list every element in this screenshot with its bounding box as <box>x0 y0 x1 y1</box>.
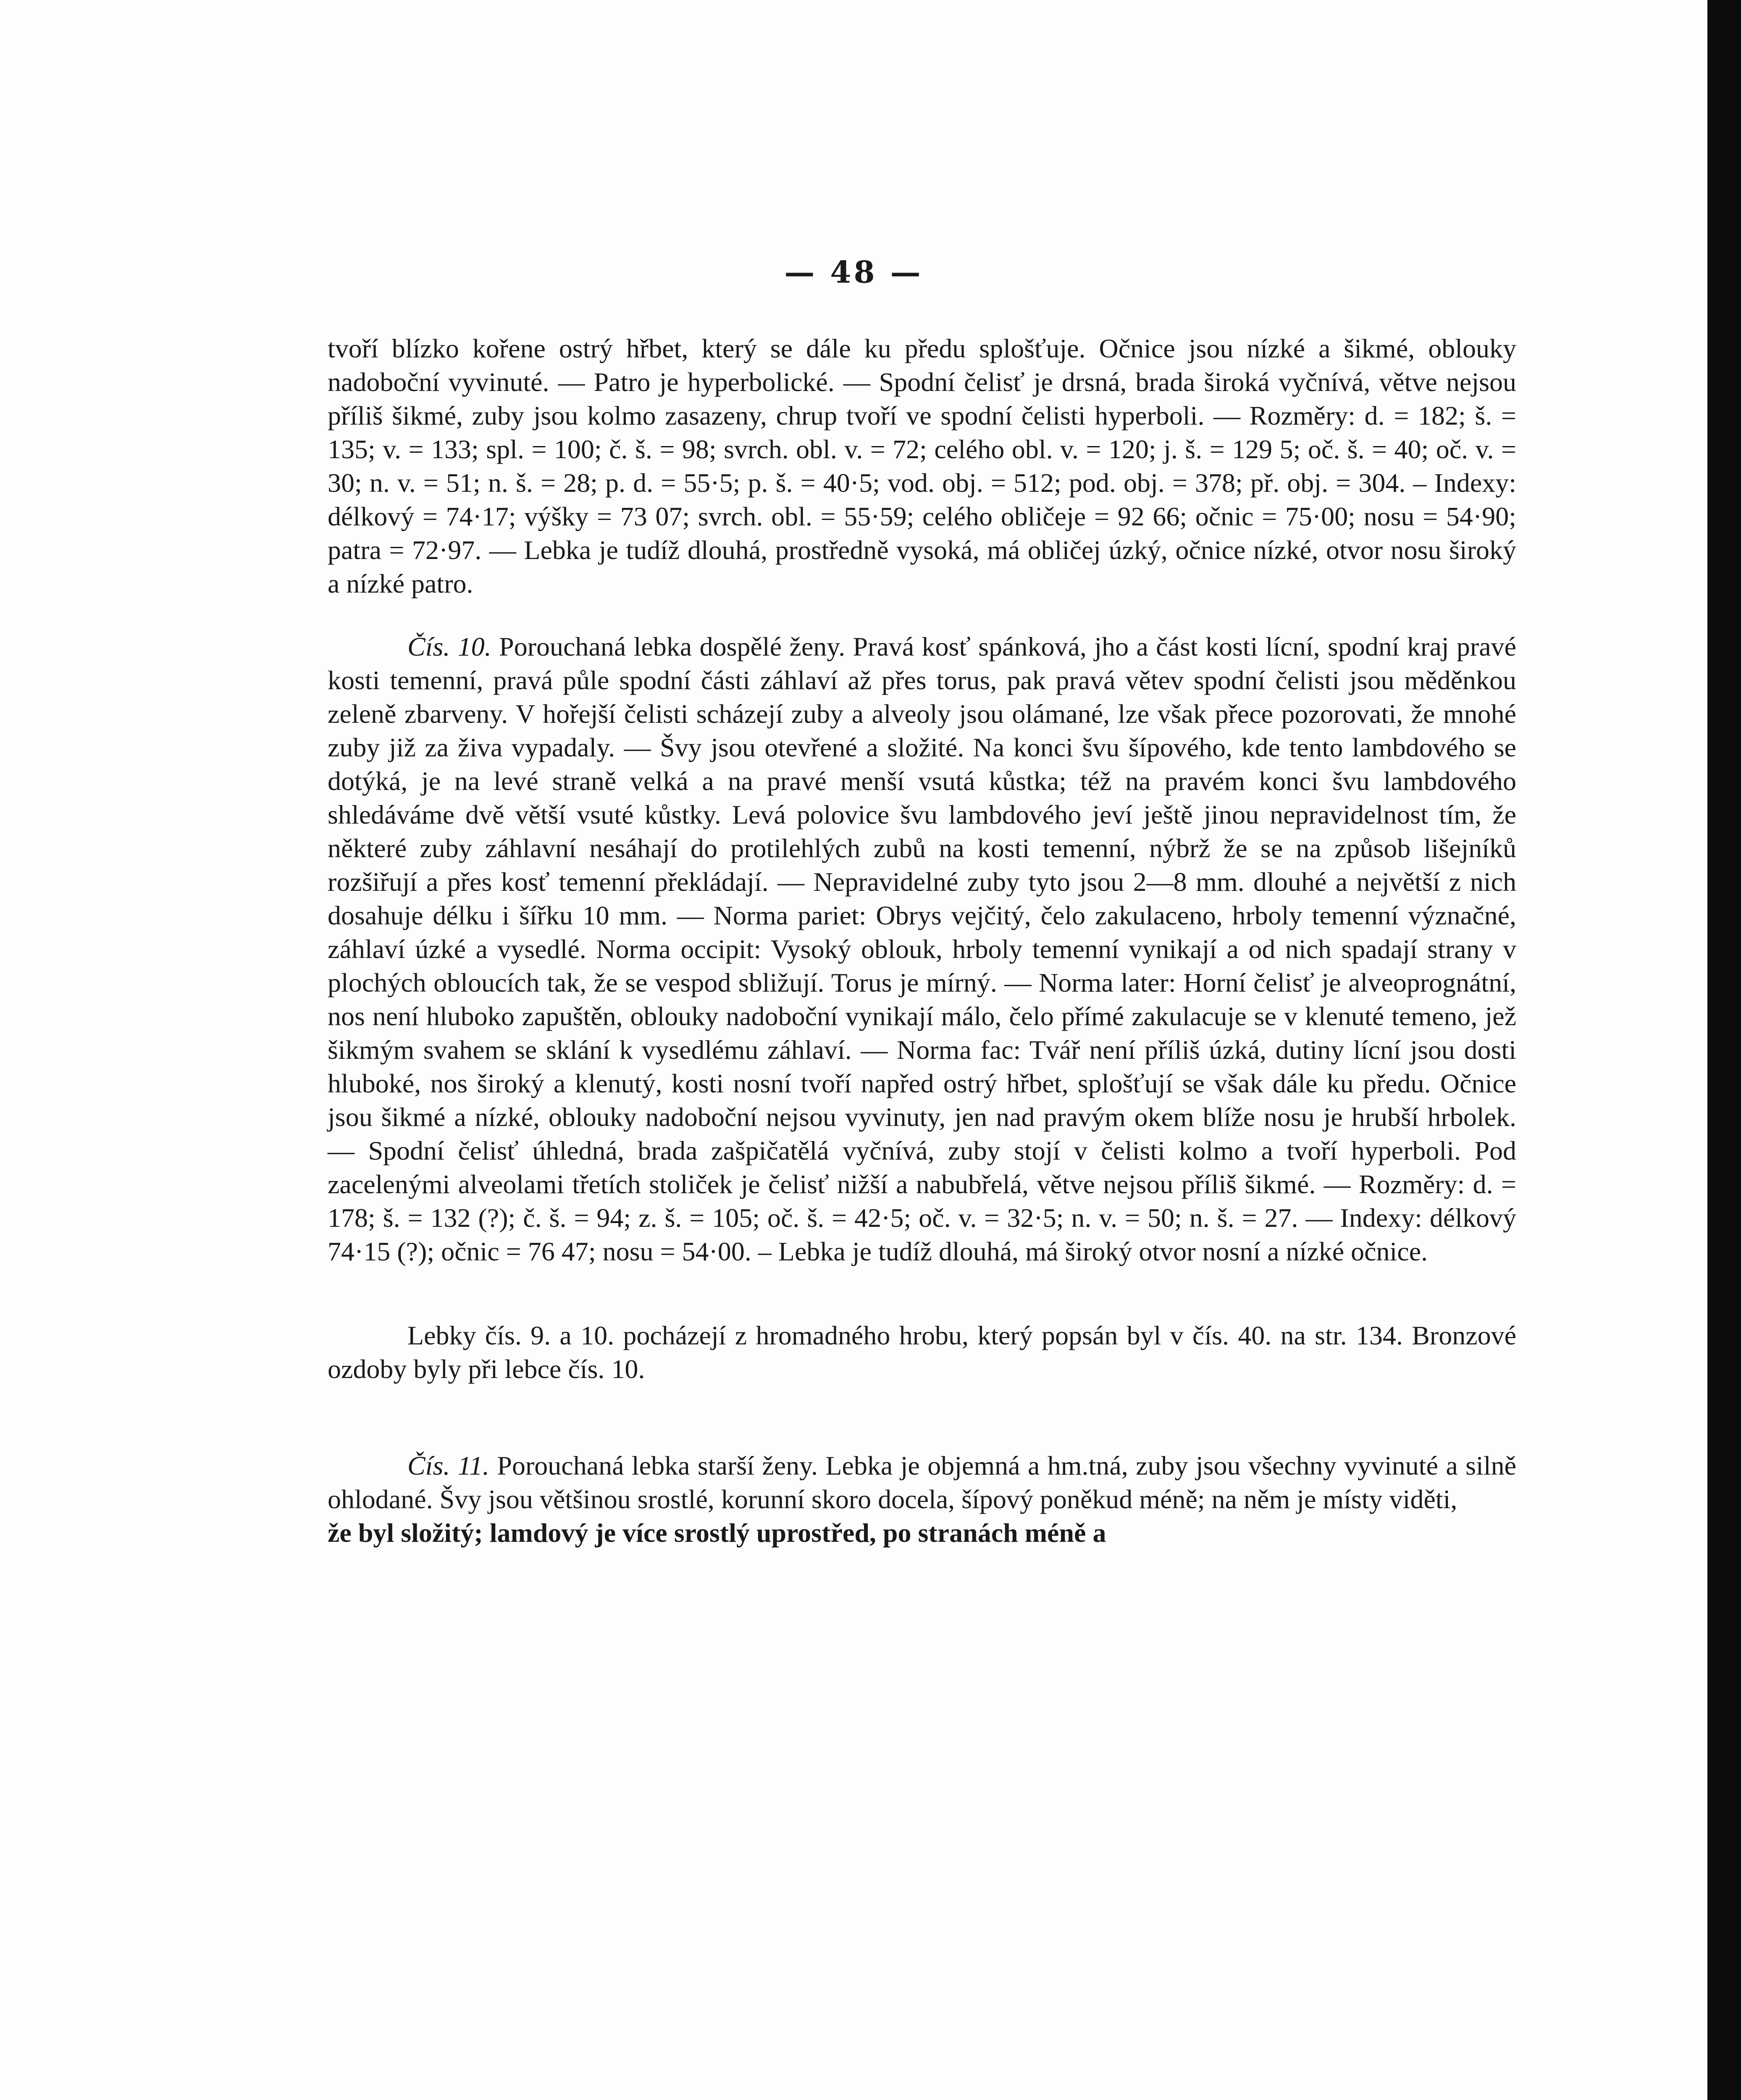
paragraph-2-text: Porouchaná lebka dospělé ženy. Pravá kosť spánková, jho a část kosti lícní, spodní kraj pravé kosti temenní, pravá půle spodní části záhlaví až přes torus, pak pravá větev spodní čelisti jsou měděnkou zeleně zbarveny. V hořejší čelisti scházejí zuby a alveoly jsou olámané, lze však přece pozorovati, že mnohé zuby již za živa vypadaly. — Švy jsou otevřené a složité. Na konci švu šípového, kde tento lambdového se dotýká, je na levé straně velká a na pravé menší vsutá kůstka; též na pravém konci švu lambdového shledáváme dvě větší vsuté kůstky. Levá polovice švu lambdového jeví ještě jinou nepravidelnost tím, že některé zuby záhlavní nesáhají do protilehlých zubů na kosti temenní, nýbrž že se na způsob lišejníků rozšiřují a přes kosť temenní překládají. — Nepravidelné zuby tyto jsou 2—8 mm. dlouhé a největší z nich dosahuje délku i šířku 10 mm. — Norma pariet: Obrys vejčitý, čelo zakulaceno, hrboly temenní význačné, záhlaví úzké a vysedlé. Norma occipit: Vysoký oblouk, hrboly temenní vynikají a od nich spadají strany v plochých obloucích tak, že se vespod sbližují. Torus je mírný. — Norma later: Horní čelisť je alveoprognátní, nos není hluboko zapuštěn, oblouky nadoboční vynikají málo, čelo přímé zakulacuje se v klenuté temeno, jež šikmým svahem se sklání k vysedlému záhlaví. — Norma fac: Tvář není příliš úzká, dutiny lícní jsou dosti hluboké, nos široký a klenutý, kosti nosní tvoří napřed ostrý hřbet, splošťují se však dále ku předu. Očnice jsou šikmé a nízké, oblouky nadoboční nejsou vyvinuty, jen nad pravým okem blíže nosu je hrubší hrbolek. — Spodní čelisť úhledná, brada zašpičatělá vyčnívá, zuby stojí v čelisti kolmo a tvoří hyperboli. Pod zacelenými alveolami třetích stoliček je čelisť nižší a nabubřelá, větve nejsou příliš šikmé. — Rozměry: d. = 178; š. = 132 (?); č. š. = 94; z. š. = 105; oč. š. = 42·5; oč. v. = 32·5; n. v. = 50; n. š. = 27. — Indexy: délkový 74·15 (?); očnic = 76 47; nosu = 54·00. – Lebka je tudíž dlouhá, má široký otvor nosní a nízké očnice. <box>328 632 1517 1266</box>
paragraph-4-text: Porouchaná lebka starší ženy. Lebka je objemná a hm.tná, zuby jsou všechny vyvinuté a silně ohlodané. Švy jsou většinou srostlé, korunní skoro docela, šípový poněkud méně; na něm je místy viděti, <box>328 1451 1516 1514</box>
paragraph-4 <box>328 1449 1516 1516</box>
paragraph-1: tvoří blízko kořene ostrý hřbet, který se dále ku předu splošťuje. Očnice jsou nízké a šikmé, oblouky nadoboční vyvinuté. — Patro je hyperbolické. — Spodní čelisť je drsná, brada široká vyčnívá, větve nejsou příliš šikmé, zuby jsou kolmo zasazeny, chrup tvoří ve spodní čelisti hyperboli. — Rozměry: d. = 182; š. = 135; v. = 133; spl. = 100; č. š. = 98; svrch. obl. v. = 72; celého obl. v. = 120; j. š. = 129 5; oč. š. = 40; oč. v. = 30; n. v. = 51; n. š. = 28; p. d. = 55·5; p. š. = 40·5; vod. obj. = 512; pod. obj. = 378; př. obj. = 304. – Indexy: délkový = 74·17; výšky = 73 07; svrch. obl. = 55·59; celého obličeje = 92 66; očnic = 75·00; nosu = 54·90; patra = 72·97. — Lebka je tudíž dlouhá, prostředně vysoká, má obličej úzký, očnice nízké, otvor nosu široký a nízké patro. <box>328 333 1516 598</box>
paragraph-5: že byl složitý; lamdový je více srostlý uprostřed, po stranách méně a <box>328 1518 1106 1548</box>
body-text <box>328 332 1516 1550</box>
page-number: — 48 — <box>784 254 923 290</box>
scan-edge <box>1707 0 1741 2100</box>
paragraph-3: Lebky čís. 9. a 10. pocházejí z hromadného hrobu, který popsán byl v čís. 40. na str. 134. Bronzové ozdoby byly při lebce čís. 10. <box>328 1320 1516 1384</box>
paragraph-2 <box>328 630 1516 1268</box>
paragraph-4-label: Čís. 11. <box>407 1451 489 1480</box>
paragraph-2-label: Čís. 10. <box>407 632 491 662</box>
